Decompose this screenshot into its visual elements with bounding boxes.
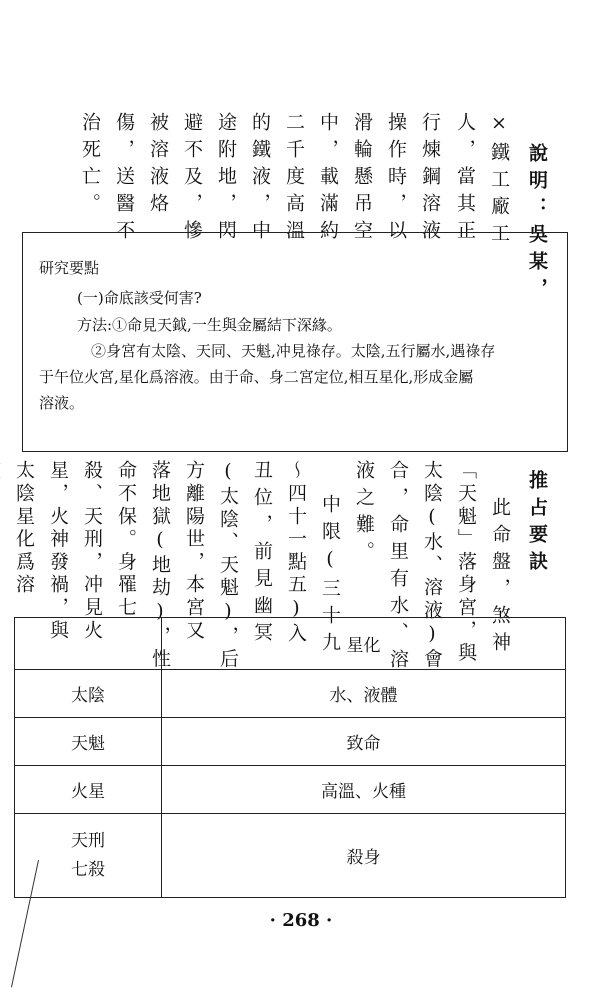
analysis-heading: 推占要訣: [526, 470, 548, 578]
narrative-column: 治死亡。: [79, 112, 101, 220]
research-box: [22, 232, 568, 452]
table-row: [15, 766, 566, 814]
narrative-column: 的鐵液，中: [249, 112, 271, 247]
analysis-column: 方離陽世，本宮又: [183, 460, 205, 643]
narrative-column: 被溶液烙: [147, 112, 169, 220]
analysis-column: 此命盤，煞神: [489, 497, 511, 659]
table-cell-transform: 致命: [162, 718, 566, 766]
analysis-column: 中限(三十九: [319, 494, 341, 659]
narrative-column: 途附地，閃: [215, 112, 237, 247]
table-row: [15, 718, 566, 766]
research-method: 方法:①命見天鉞,一生與金屬結下深緣。: [77, 315, 342, 334]
table-cell-star: 火星: [15, 766, 162, 814]
narrative-column: 操作時，以: [385, 112, 407, 247]
narrative-column: 傷，送醫不: [113, 112, 135, 247]
research-title: 研究要點: [39, 259, 100, 277]
narrative-column: 人，當其正: [454, 112, 476, 247]
research-point-2-end: 溶液。: [39, 394, 85, 413]
analysis-column: 「天魁」落身宮，與: [455, 460, 477, 666]
table-header-cell: 星化: [162, 618, 566, 670]
star-table: [14, 617, 566, 898]
analysis-column: 太陰星化爲溶: [13, 460, 35, 597]
analysis-column: 合，命里有水、溶: [387, 460, 409, 676]
page-number: · 268 ·: [269, 910, 333, 931]
analysis-column: 落地獄(地劫)，性: [149, 460, 171, 672]
analysis-column: 丑位，前見幽冥: [251, 460, 273, 649]
analysis-column: 液之難。: [353, 460, 375, 568]
table-header-cell: [15, 618, 162, 670]
analysis-column: (太陰、天魁)，后: [217, 460, 239, 672]
table-row: [15, 670, 566, 718]
table-cell-transform: 殺身: [162, 814, 566, 898]
narrative-column: 說明：吳某，: [526, 143, 548, 305]
narrative-column: 二千度高溫: [283, 112, 305, 247]
table-cell-star: 太陰: [15, 670, 162, 718]
table-cell-transform: 高溫、火種: [162, 766, 566, 814]
table-cell-star: 天刑 七殺: [15, 814, 162, 898]
table-header-row: [15, 618, 566, 670]
narrative-column: 滑輪懸吊空: [351, 112, 373, 247]
narrative-column: 中，載滿約: [317, 112, 339, 247]
research-question: (一)命底該受何害?: [77, 289, 202, 308]
table-cell-transform: 水、液體: [162, 670, 566, 718]
narrative-column: 避不及，慘: [181, 112, 203, 247]
narrative-column: ×鐵工廠工: [488, 112, 510, 250]
analysis-column: 殺、天刑，冲見火: [81, 460, 103, 643]
research-point-2-cont: 于午位火宮,星化爲溶液。由于命、身二宮定位,相互星化,形成金屬: [39, 368, 474, 386]
analysis-column: 命不保。身罹七: [115, 460, 137, 620]
research-point-2: ②身宮有太陰、天同、天魁,冲見祿存。太陰,五行屬水,遇祿存: [91, 341, 496, 360]
analysis-column: ～四十一點五)入: [285, 460, 307, 646]
table-row: [15, 814, 566, 898]
analysis-column: 星，火神發禍，與: [47, 460, 69, 643]
analysis-column: 太陰(水、溶液)會: [421, 460, 443, 672]
table-cell-star: 天魁: [15, 718, 162, 766]
narrative-column: 行煉鋼溶液: [419, 112, 441, 247]
